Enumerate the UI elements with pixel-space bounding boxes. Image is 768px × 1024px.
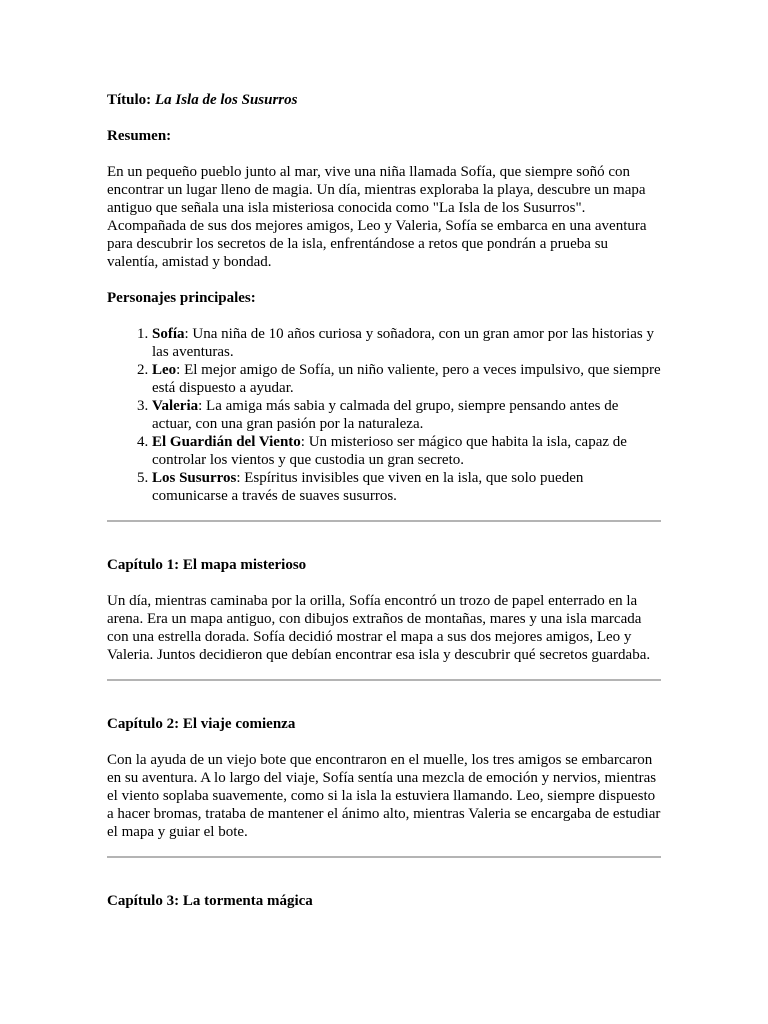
character-desc: : Una niña de 10 años curiosa y soñadora, con un gran amor por las historias y las aventuras. <box>152 326 654 360</box>
character-desc: : La amiga más sabia y calmada del grupo, siempre pensando antes de actuar, con una gran pasión por la naturaleza. <box>152 398 619 432</box>
list-item <box>152 433 661 469</box>
character-name: Leo <box>152 362 177 378</box>
document-title <box>107 91 661 109</box>
characters-label: Personajes principales: <box>107 290 256 306</box>
section-divider <box>107 520 661 522</box>
character-name: Los Susurros <box>152 470 237 486</box>
character-name: El Guardián del Viento <box>152 434 301 450</box>
chapter-2-text: Con la ayuda de un viejo bote que encontraron en el muelle, los tres amigos se embarcaron en su aventura. A lo largo del viaje, Sofía sentía una mezcla de emoción y nervios, mientras el viento soplaba suavemente, como si la isla la estuviera llamando. Leo, siempre dispuesto a hacer bromas, trataba de mantener el ánimo alto, mientras Valeria se encargaba de estudiar el mapa y guiar el bote. <box>107 752 661 840</box>
list-item <box>152 361 661 397</box>
summary-label: Resumen: <box>107 128 172 144</box>
character-desc: : Espíritus invisibles que viven en la isla, que solo pueden comunicarse a través de suaves susurros. <box>152 470 584 504</box>
summary-text: En un pequeño pueblo junto al mar, vive una niña llamada Sofía, que siempre soñó con encontrar un lugar lleno de magia. Un día, mientras exploraba la playa, descubre un mapa antiguo que señala una isla misteriosa conocida como "La Isla de los Susurros". Acompañada de sus dos mejores amigos, Leo y Valeria, Sofía se embarca en una aventura para descubrir los secretos de la isla, enfrentándose a retos que pondrán a prueba su valentía, amistad y bondad. <box>107 164 647 270</box>
chapter-1-text: Un día, mientras caminaba por la orilla, Sofía encontró un trozo de papel enterrado en la arena. Era un mapa antiguo, con dibujos extraños de montañas, mares y una isla marcada con una estrella dorada. Sofía decidió mostrar el mapa a sus dos mejores amigos, Leo y Valeria. Juntos decidieron que debían encontrar esa isla y descubrir qué secretos guardaba. <box>107 593 651 663</box>
title-text: La Isla de los Susurros <box>154 92 298 108</box>
characters-list <box>107 325 661 505</box>
list-item <box>152 397 661 433</box>
character-name: Valeria <box>152 398 199 414</box>
title-label: Título: <box>107 92 152 108</box>
section-divider <box>107 679 661 681</box>
chapter-3-title: Capítulo 3: La tormenta mágica <box>107 893 313 909</box>
character-desc: : Un misterioso ser mágico que habita la isla, capaz de controlar los vientos y que custodia un gran secreto. <box>152 434 627 468</box>
section-divider <box>107 856 661 858</box>
list-item <box>152 325 661 361</box>
character-desc: : El mejor amigo de Sofía, un niño valiente, pero a veces impulsivo, que siempre está dispuesto a ayudar. <box>152 362 661 396</box>
chapter-2-title: Capítulo 2: El viaje comienza <box>107 716 296 732</box>
character-name: Sofía <box>152 326 185 342</box>
list-item <box>152 469 661 505</box>
chapter-1-title: Capítulo 1: El mapa misterioso <box>107 557 307 573</box>
